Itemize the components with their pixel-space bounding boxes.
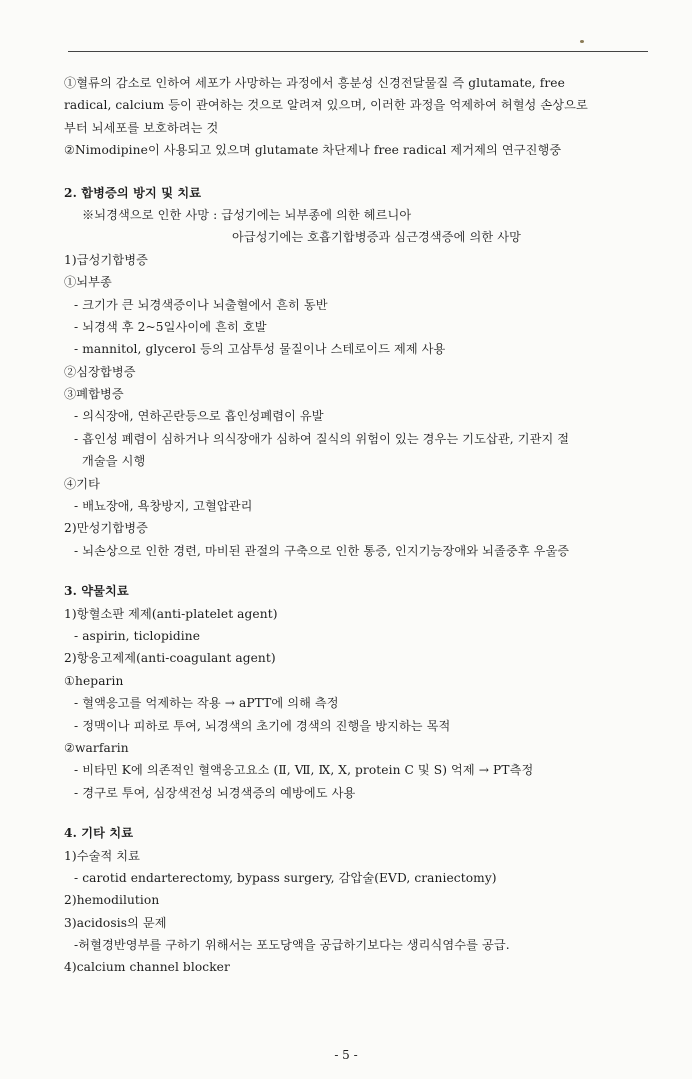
document-body	[56, 72, 656, 979]
brain-edema-item-2: - 뇌경색 후 2~5일사이에 흔히 호발	[74, 319, 267, 334]
note-line-1: ※뇌경색으로 인한 사망 : 급성기에는 뇌부종에 의한 헤르니아	[82, 207, 412, 222]
section-4-heading: 4. 기타 치료	[64, 826, 134, 841]
hemodilution-heading: 2)hemodilution	[64, 893, 160, 908]
surgery-heading: 1)수술적 치료	[64, 848, 141, 863]
heparin-item-1: - 혈액응고를 억제하는 작용 → aPTT에 의해 측정	[74, 696, 339, 711]
pulmonary-item-2-line-2: 개술을 시행	[82, 454, 146, 469]
spacer	[56, 804, 656, 822]
antiplatelet-item-1: - aspirin, ticlopidine	[74, 628, 201, 643]
acidosis-item-1: -허혈경반영부를 구하기 위해서는 포도당액을 공급하기보다는 생리식염수를 공급.	[74, 938, 510, 953]
pulmonary-complications-heading: ③폐합병증	[64, 387, 124, 402]
header-rule	[68, 51, 648, 52]
section-3-heading: 3. 약물치료	[64, 584, 129, 599]
intro-paragraph-2: ②Nimodipine이 사용되고 있으며 glutamate 차단제나 free radical 제거제의 연구진행중	[64, 143, 562, 158]
antiplatelet-heading: 1)항혈소판 제제(anti-platelet agent)	[64, 606, 278, 621]
calcium-channel-blocker-heading: 4)calcium channel blocker	[64, 960, 230, 975]
note-line-2: 아급성기에는 호흡기합병증과 심근경색증에 의한 사망	[232, 230, 521, 245]
chronic-complications-heading: 2)만성기합병증	[64, 521, 148, 536]
warfarin-item-1: - 비타민 K에 의존적인 혈액응고요소 (Ⅱ, Ⅶ, Ⅸ, Ⅹ, protein C 및 S) 억제 → PT측정	[74, 763, 534, 778]
chronic-item-1: - 뇌손상으로 인한 경련, 마비된 관절의 구축으로 인한 통증, 인지기능장애와 뇌졸중후 우울증	[74, 543, 570, 558]
warfarin-item-2: - 경구로 투여, 심장색전성 뇌경색증의 예방에도 사용	[74, 785, 356, 800]
brain-edema-item-3: - mannitol, glycerol 등의 고삼투성 물질이나 스테로이드 제제 사용	[74, 342, 446, 357]
other-item-1: - 배뇨장애, 욕창방지, 고혈압관리	[74, 499, 253, 514]
spacer	[56, 562, 656, 580]
heparin-item-2: - 정맥이나 피하로 투여, 뇌경색의 초기에 경색의 진행을 방지하는 목적	[74, 718, 451, 733]
intro-paragraph-1-line-2: radical, calcium 등이 관여하는 것으로 알려져 있으며, 이러한 과정을 억제하여 허혈성 손상으로	[64, 98, 588, 113]
warfarin-heading: ②warfarin	[64, 740, 129, 755]
anticoagulant-heading: 2)항응고제제(anti-coagulant agent)	[64, 651, 276, 666]
acute-complications-heading: 1)급성기합병증	[64, 252, 148, 267]
intro-paragraph-1-line-3: 부터 뇌세포를 보호하려는 것	[64, 120, 219, 135]
acidosis-heading: 3)acidosis의 문제	[64, 915, 167, 930]
page-number: - 5 -	[334, 1048, 358, 1062]
scan-speck	[580, 40, 584, 43]
cardiac-complications-heading: ②심장합병증	[64, 364, 136, 379]
heparin-heading: ①heparin	[64, 673, 124, 688]
section-2-heading: 2. 합병증의 방지 및 치료	[64, 185, 202, 200]
pulmonary-item-2-line-1: - 흡인성 폐렴이 심하거나 의식장애가 심하여 질식의 위험이 있는 경우는 기도삽관, 기관지 절	[74, 431, 570, 446]
intro-paragraph-1-line-1: ①혈류의 감소로 인하여 세포가 사망하는 과정에서 흥분성 신경전달물질 즉 glutamate, free	[64, 76, 565, 90]
other-heading: ④기타	[64, 476, 101, 491]
brain-edema-item-1: - 크기가 큰 뇌경색증이나 뇌출혈에서 흔히 동반	[74, 297, 328, 312]
brain-edema-heading: ①뇌부종	[64, 275, 112, 290]
surgery-item-1: - carotid endarterectomy, bypass surgery, 감압술(EVD, craniectomy)	[74, 870, 497, 885]
spacer	[56, 162, 656, 182]
pulmonary-item-1: - 의식장애, 연하곤란등으로 흡인성폐렴이 유발	[74, 409, 324, 424]
